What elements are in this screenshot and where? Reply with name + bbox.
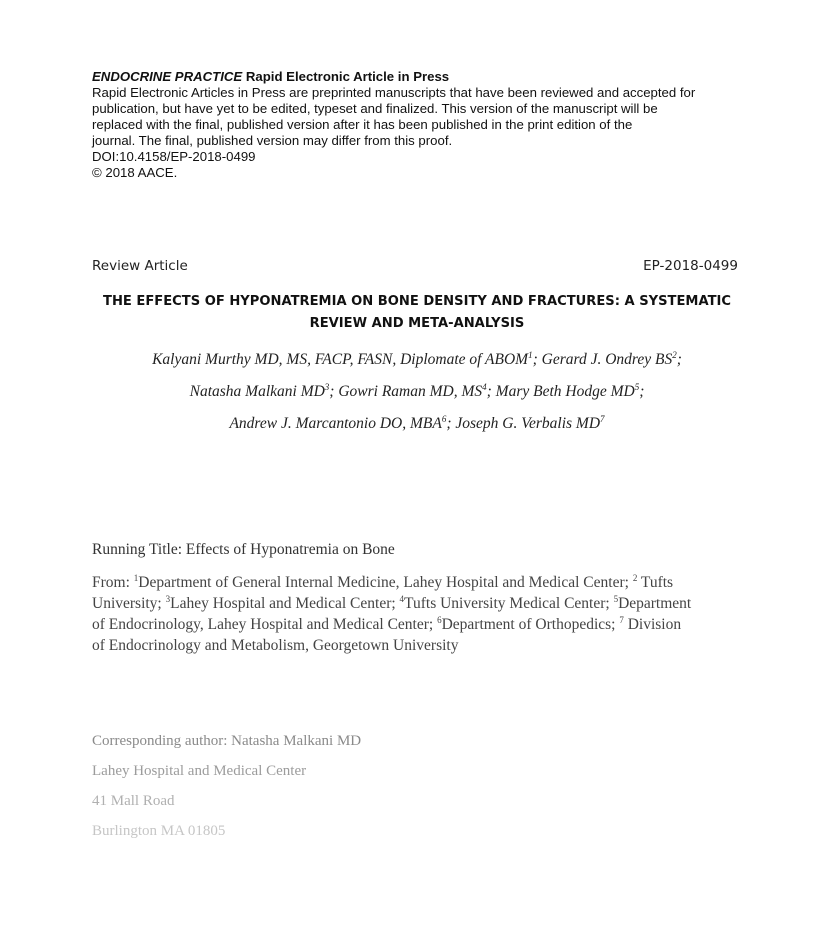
- affiliation-marker: 2: [632, 572, 638, 583]
- affiliation-text: Lahey Hospital and Medical Center;: [170, 595, 400, 612]
- press-notice: [92, 69, 752, 181]
- author-line-1: [60, 344, 774, 376]
- separator: ;: [676, 351, 682, 368]
- affiliation-text: Department of Orthopedics;: [441, 616, 620, 633]
- affiliation-line-4: of Endocrinology and Metabolism, Georgetown University: [92, 637, 459, 654]
- press-notice-line-1: Rapid Electronic Articles in Press are preprinted manuscripts that have been reviewed and accepted for: [92, 85, 696, 100]
- affiliation-marker: 6: [441, 413, 447, 424]
- affiliation-text: From:: [92, 574, 134, 591]
- article-meta-row: [92, 258, 738, 274]
- running-title: Running Title: Effects of Hyponatremia on Bone: [92, 541, 395, 558]
- affiliation-marker: 1: [133, 572, 139, 583]
- affiliation-text: of Endocrinology, Lahey Hospital and Medical Center;: [92, 616, 438, 633]
- author-name: ; Gerard J. Ondrey BS: [532, 351, 673, 368]
- affiliation-marker: 7: [600, 413, 605, 424]
- affiliation-marker: 5: [613, 593, 619, 604]
- affiliation-marker: 3: [165, 593, 171, 604]
- author-name: ; Gowri Raman MD, MS: [329, 383, 483, 400]
- author-name: ; Mary Beth Hodge MD: [486, 383, 635, 400]
- press-notice-line-4: journal. The final, published version may differ from this proof.: [92, 133, 453, 148]
- author-list: [60, 344, 774, 440]
- press-notice-line-3: replaced with the final, published version after it has been published in the print edition of the: [92, 117, 633, 132]
- affiliation-marker: 3: [324, 381, 330, 392]
- author-line-2: [60, 376, 774, 408]
- affiliation-marker: 6: [437, 614, 442, 625]
- corresponding-author: Corresponding author: Natasha Malkani MD: [92, 733, 362, 749]
- affiliation-marker: 1: [528, 349, 533, 360]
- doi: DOI:10.4158/EP-2018-0499: [92, 149, 256, 164]
- affiliation-marker: 5: [634, 381, 640, 392]
- corresponding-institution: Lahey Hospital and Medical Center: [92, 763, 307, 779]
- affiliation-marker: 4: [482, 381, 487, 392]
- press-notice-heading: [92, 69, 752, 85]
- affiliation-text: University;: [92, 595, 166, 612]
- author-name: Kalyani Murthy MD, MS, FACP, FASN, Diplomate of ABOM: [152, 351, 529, 368]
- affiliations: [92, 572, 752, 656]
- affiliation-text: Division: [623, 616, 682, 633]
- affiliation-marker: 7: [619, 614, 624, 625]
- affiliation-line-2: [92, 593, 752, 614]
- affiliation-text: Department of General Internal Medicine, Lahey Hospital and Medical Center;: [138, 574, 633, 591]
- author-name: Andrew J. Marcantonio DO, MBA: [229, 415, 442, 432]
- affiliation-marker: 4: [399, 593, 405, 604]
- corresponding-city: Burlington MA 01805: [92, 823, 226, 839]
- corresponding-author-block: [92, 726, 361, 846]
- affiliation-line-1: [92, 572, 752, 593]
- press-notice-heading-text: Rapid Electronic Article in Press: [242, 69, 450, 84]
- affiliation-marker: 2: [672, 349, 677, 360]
- article-title: THE EFFECTS OF HYPONATREMIA ON BONE DENSITY AND FRACTURES: A SYSTEMATIC REVIEW AND META-ANALYSIS: [103, 294, 731, 331]
- article-type: Review Article: [92, 258, 188, 274]
- press-notice-line-2: publication, but have yet to be edited, typeset and finalized. This version of the manuscript will be: [92, 101, 658, 116]
- corresponding-street: 41 Mall Road: [92, 793, 175, 809]
- article-id: EP-2018-0499: [643, 258, 738, 274]
- affiliation-text: Tufts: [637, 574, 674, 591]
- affiliation-text: Department: [618, 595, 692, 612]
- copyright: © 2018 AACE.: [92, 165, 178, 180]
- affiliation-text: Tufts University Medical Center;: [404, 595, 614, 612]
- journal-name: ENDOCRINE PRACTICE: [92, 69, 243, 84]
- author-line-3: [60, 408, 774, 440]
- separator: ;: [639, 383, 645, 400]
- author-name: Natasha Malkani MD: [189, 383, 325, 400]
- affiliation-line-3: [92, 614, 752, 635]
- author-name: ; Joseph G. Verbalis MD: [446, 415, 601, 432]
